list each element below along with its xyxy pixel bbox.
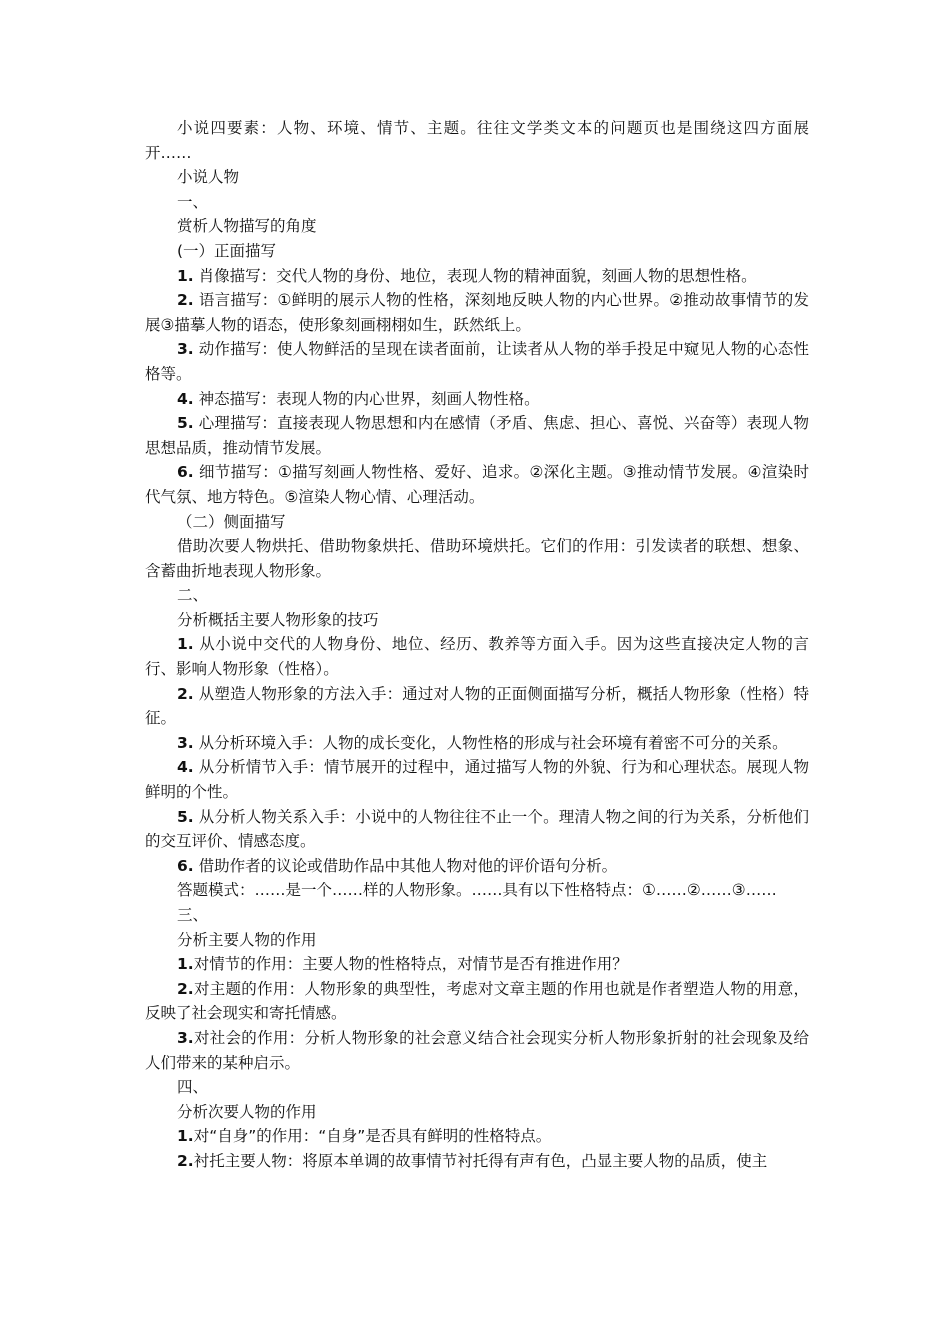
list-item: 3. 动作描写：使人物鲜活的呈现在读者面前，让读者从人物的举手投足中窥见人物的心态性格等。 — [145, 340, 809, 383]
section-number-2: 二、 — [177, 586, 209, 605]
subsection-indirect: （二）侧面描写 — [177, 512, 286, 531]
section-title-1: 赏析人物描写的角度 — [177, 217, 317, 236]
subsection-direct: (一）正面描写 — [177, 241, 277, 260]
intro-paragraph: 小说四要素：人物、环境、情节、主题。往往文学类文本的问题页也是围绕这四方面展开…… — [145, 119, 809, 162]
list-item: 5. 从分析人物关系入手：小说中的人物往往不止一个。理清人物之间的行为关系，分析他们的交互评价、情感态度。 — [145, 807, 809, 851]
list-item: 1. 从小说中交代的人物身份、地位、经历、教养等方面入手。因为这些直接决定人物的言行、影响人物形象（性格）。 — [145, 635, 809, 679]
list-item: 2. 从塑造人物形象的方法入手：通过对人物的正面侧面描写分析，概括人物形象（性格）特征。 — [145, 684, 809, 728]
section-number-3: 三、 — [177, 906, 209, 924]
list-item: 2.对主题的作用：人物形象的典型性，考虑对文章主题的作用也就是作者塑造人物的用意，反映了社会现实和寄托情感。 — [145, 979, 809, 1023]
section-number-1: 一、 — [177, 192, 209, 211]
section-title-3: 分析主要人物的作用 — [177, 930, 317, 949]
list-item: 1.对“自身”的作用：“自身”是否具有鲜明的性格特点。 — [177, 1127, 552, 1146]
list-item: 6. 借助作者的议论或借助作品中其他人物对他的评价语句分析。 — [177, 856, 618, 875]
list-item: 3.对社会的作用：分析人物形象的社会意义结合社会现实分析人物形象折射的社会现象及给人们带来的某种启示。 — [145, 1028, 809, 1072]
document-body — [145, 116, 809, 1174]
answer-template: 答题模式：……是一个……样的人物形象。……具有以下性格特点：①……②……③…… — [177, 881, 777, 900]
list-item: 6. 细节描写：①描写刻画人物性格、爱好、追求。②深化主题。③推动情节发展。④渲染时代气氛、地方特色。⑤渲染人物心情、心理活动。 — [145, 463, 809, 506]
list-item: 1. 肖像描写：交代人物的身份、地位，表现人物的精神面貌，刻画人物的思想性格。 — [177, 266, 757, 285]
section-number-4: 四、 — [177, 1078, 209, 1097]
list-item: 1.对情节的作用：主要人物的性格特点，对情节是否有推进作用？ — [177, 955, 628, 974]
list-item: 4. 神态描写：表现人物的内心世界，刻画人物性格。 — [177, 389, 540, 408]
section-title-4: 分析次要人物的作用 — [177, 1102, 317, 1121]
list-item: 3. 从分析环境入手：人物的成长变化，人物性格的形成与社会环境有着密不可分的关系。 — [177, 733, 788, 752]
heading-characters: 小说人物 — [177, 168, 240, 187]
section-title-2: 分析概括主要人物形象的技巧 — [177, 610, 379, 629]
list-item: 2. 语言描写：①鲜明的展示人物的性格，深刻地反映人物的内心世界。②推动故事情节的发展③描摹人物的语态，使形象刻画栩栩如生，跃然纸上。 — [145, 291, 809, 334]
indirect-paragraph: 借助次要人物烘托、借助物象烘托、借助环境烘托。它们的作用：引发读者的联想、想象、含蓄曲折地表现人物形象。 — [145, 537, 809, 580]
list-item: 4. 从分析情节入手：情节展开的过程中，通过描写人物的外貌、行为和心理状态。展现人物鲜明的个性。 — [145, 758, 809, 802]
list-item: 2.衬托主要人物：将原本单调的故事情节衬托得有声有色，凸显主要人物的品质，使主 — [177, 1151, 768, 1170]
list-item: 5. 心理描写：直接表现人物思想和内在感情（矛盾、焦虑、担心、喜悦、兴奋等）表现人物思想品质，推动情节发展。 — [145, 414, 809, 457]
